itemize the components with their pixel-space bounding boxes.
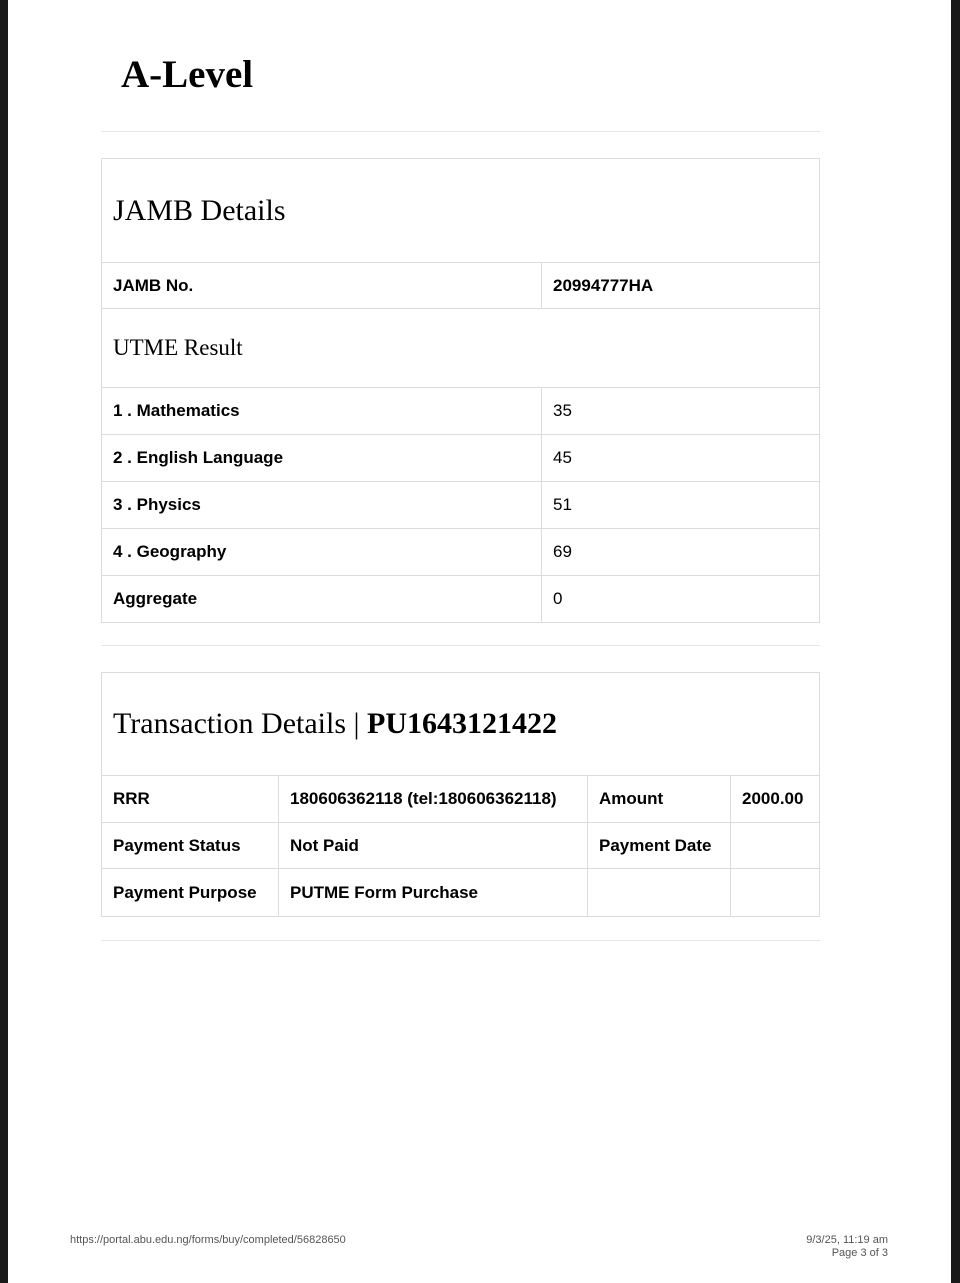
left-edge bbox=[0, 0, 8, 1283]
page-heading: A-Level bbox=[121, 53, 254, 96]
transaction-details-panel bbox=[101, 672, 820, 917]
subject-score: 69 bbox=[553, 542, 572, 561]
payment-date-value bbox=[731, 823, 819, 868]
rrr-value: 180606362118 (tel:180606362118) bbox=[279, 776, 588, 822]
aggregate-value: 0 bbox=[553, 589, 563, 608]
rrr-row bbox=[102, 776, 819, 823]
table-row bbox=[102, 388, 819, 435]
right-edge bbox=[951, 0, 960, 1283]
subject-score: 45 bbox=[553, 448, 572, 467]
utme-result-title: UTME Result bbox=[102, 309, 819, 388]
aggregate-label: Aggregate bbox=[102, 576, 542, 622]
subject-label: 3 . Physics bbox=[102, 482, 542, 528]
payment-date-label: Payment Date bbox=[588, 823, 731, 868]
divider bbox=[101, 131, 820, 132]
divider bbox=[101, 940, 820, 941]
empty-cell bbox=[588, 869, 731, 916]
empty-cell bbox=[731, 869, 819, 916]
subject-score: 35 bbox=[553, 401, 572, 420]
subject-label: 1 . Mathematics bbox=[102, 388, 542, 434]
subject-score: 51 bbox=[553, 495, 572, 514]
divider bbox=[101, 645, 820, 646]
jamb-no-label: JAMB No. bbox=[102, 263, 542, 308]
table-row bbox=[102, 529, 819, 576]
amount-value: 2000.00 bbox=[742, 789, 804, 808]
amount-label: Amount bbox=[588, 776, 731, 822]
payment-purpose-row bbox=[102, 869, 819, 916]
jamb-details-title: JAMB Details bbox=[102, 159, 819, 263]
footer-url: https://portal.abu.edu.ng/forms/buy/completed/56828650 bbox=[70, 1234, 346, 1246]
subject-label: 2 . English Language bbox=[102, 435, 542, 481]
payment-status-label: Payment Status bbox=[102, 823, 279, 868]
payment-status-row bbox=[102, 823, 819, 869]
jamb-details-panel bbox=[101, 158, 820, 623]
payment-purpose-value: PUTME Form Purchase bbox=[279, 869, 588, 916]
subject-label: 4 . Geography bbox=[102, 529, 542, 575]
aggregate-row bbox=[102, 576, 819, 622]
payment-purpose-label: Payment Purpose bbox=[102, 869, 279, 916]
transaction-code: PU1643121422 bbox=[367, 707, 558, 740]
jamb-no-row bbox=[102, 263, 819, 309]
transaction-title-text: Transaction Details | bbox=[113, 707, 360, 740]
payment-status-value: Not Paid bbox=[279, 823, 588, 868]
footer-page-number: Page 3 of 3 bbox=[831, 1247, 888, 1259]
rrr-label: RRR bbox=[102, 776, 279, 822]
transaction-details-title bbox=[102, 673, 819, 776]
footer-meta bbox=[806, 1234, 888, 1260]
footer-datetime: 9/3/25, 11:19 am bbox=[806, 1234, 888, 1246]
table-row bbox=[102, 482, 819, 529]
jamb-no-value: 20994777HA bbox=[553, 275, 654, 295]
table-row bbox=[102, 435, 819, 482]
